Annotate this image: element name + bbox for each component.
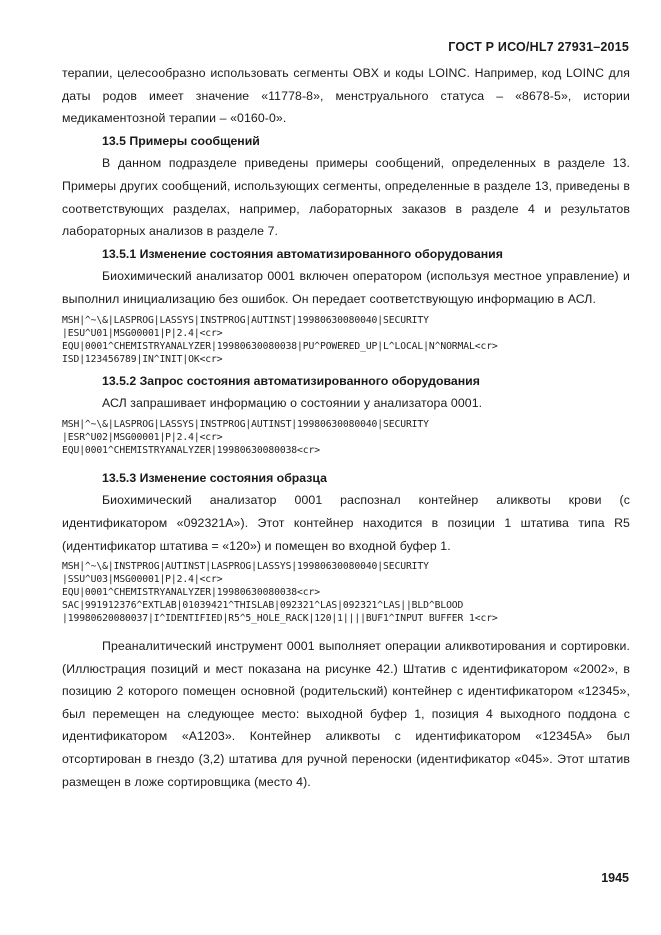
section-heading-13-5-2: 13.5.2 Запрос состояния автоматизированного оборудования [102,373,480,388]
section-heading-13-5: 13.5 Примеры сообщений [102,133,260,148]
section-13-5-paragraph: В данном подразделе приведены примеры сообщений, определенных в разделе 13. Примеры других сообщений, использующих сегменты, определенные в разделе 13, приведены в соответствующих разделах, например, лабораторных заказов в разделе 4 и результатов лабораторных анализов в разделе 7. [62,156,630,239]
document-standard-header: ГОСТ Р ИСО/HL7 27931–2015 [448,40,629,54]
intro-paragraph: терапии, целесообразно использовать сегменты OBX и коды LOINC. Например, код LOINC для даты родов имеет значение «11778-8», менструального статуса – «8678-5», истории медикаментозной терапии – «0160-0». [62,66,630,126]
section-13-5-1-paragraph: Биохимический анализатор 0001 включен оператором (используя местное управление) и выполнил инициализацию без ошибок. Он передает соответствующую информацию в АСЛ. [62,269,630,306]
document-body [62,62,630,793]
section-heading-13-5-1: 13.5.1 Изменение состояния автоматизированного оборудования [102,246,503,261]
section-heading-13-5-3: 13.5.3 Изменение состояния образца [102,470,327,485]
section-13-5-2-paragraph: АСЛ запрашивает информацию о состоянии у анализатора 0001. [102,396,483,411]
code-example-13-5-2: MSH|^~\&|LASPROG|LASSYS|INSTPROG|AUTINST|19980630080040|SECURITY |ESR^U02|MSG00001|P|2.4|<cr> EQU|0001^CHEMISTRYANALYZER|19980630080038<cr> [62,418,429,456]
code-example-13-5-1: MSH|^~\&|LASPROG|LASSYS|INSTPROG|AUTINST|19980630080040|SECURITY |ESU^U01|MSG00001|P|2.4|<cr> EQU|0001^CHEMISTRYANALYZER|19980630080038|PU^POWERED_UP|L^LOCAL|N^NORMAL<cr> ISD|123456789|IN^INIT|OK<cr> [62,314,498,365]
section-13-5-3-closing-paragraph: Преаналитический инструмент 0001 выполняет операции аликвотирования и сортировки. (Иллюстрация позиций и мест показана на рисунке 42.) Штатив с идентификатором «2002», в позицию 2 которого помещен основной (родительский) контейнер с идентификатором «12345», был перемещен на следующее место: выходной буфер 1, позиция 4 выходного поддона с идентификатором «A1203». Контейнер аликвоты с идентификатором «12345A» был отсортирован в гнездо (3,2) штатива для ручной переноски (идентификатор «045». Этот штатив размещен в ложе сортировщика (место 4). [62,639,630,789]
section-13-5-3-paragraph: Биохимический анализатор 0001 распознал контейнер аликвоты крови (с идентификатором «092321A»). Этот контейнер находится в позиции 1 штатива типа R5 (идентификатор штатива = «120») и помещен во входной буфер 1. [62,493,630,553]
page-number: 1945 [601,871,629,885]
code-example-13-5-3: MSH|^~\&|INSTPROG|AUTINST|LASPROG|LASSYS|19980630080040|SECURITY |SSU^U03|MSG00001|P|2.4|<cr> EQU|0001^CHEMISTRYANALYZER|19980630080038<cr> SAC|991912376^EXTLAB|01039421^THISLAB|092321^LAS|092321^LAS||BLD^BLOOD |19980620080037|I^IDENTIFIED|R5^5_HOLE_RACK|120|1||||BUF1^INPUT BUFFER 1<cr> [62,561,498,625]
